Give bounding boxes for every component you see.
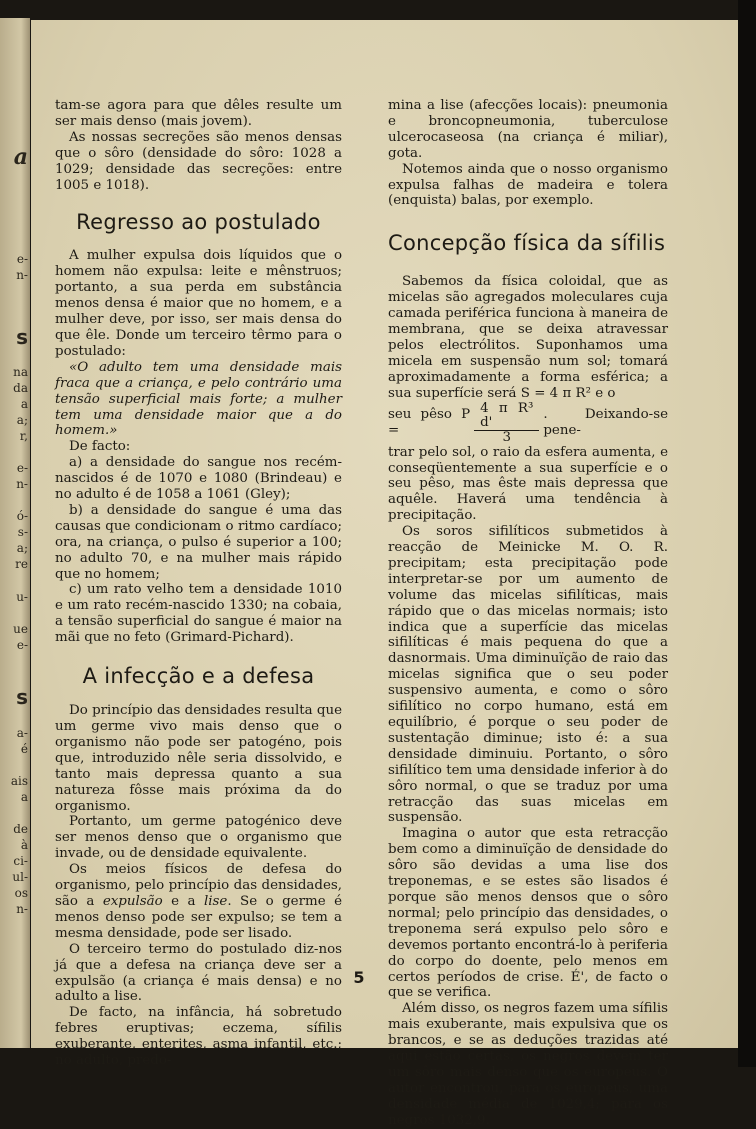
section-heading: Regresso ao postulado	[76, 210, 321, 235]
paragraph: Os soros sifilíticos submetidos à reacção de Meinicke M. O. R. precipitam; esta precipitação pode interpretar-se por um aumento de volume das micelas sifilíticas, mais rápido que o das micelas normais; isto indica que a superfície das micelas sifilíticas é mais pequena do que a dasnormais. Uma diminuïção de raio das micelas significa que o seu poder suspensivo aumenta, e como o sôro sifilítico no corpo humano, está em equilíbrio, é porque o seu poder de sustentação diminue; isto é: a sua densidade diminuiu. Portanto, o sôro sifilítico tem uma densidade inferior à do sôro normal, o que se traduz por uma retracção das suas micelas em suspensão.	[388, 524, 668, 826]
margin-fragment: ci-	[13, 854, 28, 868]
margin-fragment: a;	[16, 541, 28, 555]
paragraph: tam-se agora para que dêles resulte um ser mais denso (mais jovem).	[55, 98, 342, 129]
margin-fragment: da	[13, 381, 28, 395]
paragraph: Sabemos da física coloidal, que as micelas são agregados moleculares cuja camada periférica funciona à maneira de membrana, que se deixa atravessar pelos electrólitos. Suponhamos uma micela em suspensão num sol; tomará aproximadamente a forma esférica; a sua superfície será S = 4 π R² e o	[388, 274, 668, 401]
margin-fragment: re	[15, 557, 28, 571]
margin-fragment: ul-	[12, 870, 28, 884]
left-column	[55, 98, 342, 1069]
margin-fragment: s	[16, 325, 28, 349]
margin-fragment: e-	[16, 461, 28, 475]
paragraph: O terceiro termo do postulado diz-nos já que a defesa na criança deve ser a expulsão (a criança é mais densa) e no adulto a lise.	[55, 941, 342, 1005]
margin-fragment: a	[20, 397, 28, 411]
margin-fragment: a-	[16, 726, 28, 740]
scan-border	[738, 0, 756, 1067]
section-heading: Concepção física da sífilis	[388, 231, 666, 256]
paragraph: Portanto, um germe patogénico deve ser menos denso que o organismo que invade, ou de densidade equivalente.	[55, 814, 342, 862]
margin-fragment: n-	[16, 477, 28, 491]
margin-fragment: a	[13, 144, 28, 170]
paragraph: As nossas secreções são menos densas que o sôro (densidade do sôro: 1028 a 1029; densidade das secreções: entre 1005 e 1018).	[55, 129, 342, 193]
margin-fragment: u-	[16, 590, 28, 604]
paragraph: De facto, na infância, há sobretudo febres eruptivas; eczema, sífilis exuberante, enterites, asma infantil, etc.; no adulto, predo-	[55, 1005, 342, 1069]
margin-fragment: r,	[19, 429, 28, 443]
margin-fragment: os	[14, 886, 28, 900]
margin-fragment: e-	[16, 252, 28, 266]
margin-fragment: de	[13, 822, 28, 836]
margin-fragment: ais	[10, 774, 28, 788]
margin-fragment: à	[20, 838, 28, 852]
margin-fragment: é	[20, 742, 28, 756]
margin-fragment: n-	[16, 902, 28, 916]
margin-fragment: ue	[13, 622, 28, 636]
margin-fragment: a;	[16, 413, 28, 427]
list-item: c) um rato velho tem a densidade 1010 e um rato recém-nascido 1330; na cobaia, a tensão superficial do sangue é maior na mãi que no feto (Grimard-Pichard).	[55, 582, 342, 646]
paragraph: Os meios físicos de defesa do organismo, pelo princípio das densidades, são a expulsão e a lise. Se o germe é menos denso pode ser expulso; se tem a mesma densidade, pode ser lisado.	[55, 862, 342, 941]
formula-denominator: 3	[502, 429, 511, 445]
margin-fragment: s	[16, 685, 28, 709]
paragraph: mina a lise (afecções locais): pneumonia e broncopneumonia, tuberculose ulcerocaseosa (na criança é miliar), gota.	[388, 98, 668, 161]
previous-page-edge	[0, 18, 30, 1048]
section-heading: A infecção e a defesa	[82, 664, 315, 689]
postulate-quote: «O adulto tem uma densidade mais fraca que a criança, e pelo contrário uma tensão superficial mais forte; a mulher tem uma densidade maior que a do homem.»	[55, 359, 342, 439]
paragraph: Além disso, os negros fazem uma sífilis mais exuberante, mais expulsiva que os brancos, e se as deduções trazidas até aqui estão certas, os negros devem ter um sôro mais denso que os europeus. O autor encontrou, para os europeus, uma densidade média de 1029,4; para os negros 1032,9.	[388, 1001, 668, 1128]
paragraph: A mulher expulsa dois líquidos que o homem não expulsa: leite e mênstruos; portanto, a sua perda em substância menos densa é maior que no homem, e a mulher deve, por isso, ser mais densa do que êle. Donde um terceiro têrmo para o postulado:	[55, 248, 342, 359]
paragraph: De facto:	[69, 439, 131, 455]
paragraph: Do princípio das densidades resulta que um germe vivo mais denso que o organismo não pode ser patogéno, pois que, introduzido nêle seria dissolvido, e tanto mais depressa quanto a sua natureza fôsse mais próxima da do organismo.	[55, 703, 342, 814]
margin-fragment: e-	[16, 638, 28, 652]
paragraph: Notemos ainda que o nosso organismo expulsa falhas de madeira e tolera (enquista) balas, por exemplo.	[388, 161, 668, 209]
list-item: a) a densidade do sangue nos recém-nascidos é de 1070 e 1080 (Brindeau) e no adulto é de 1058 a 1061 (Gley);	[55, 455, 342, 503]
weight-formula: seu pêso P = $\frac{\text{4 π R³ d'}}{3}$ . Deixando-se pene-	[388, 400, 668, 445]
right-column	[388, 98, 668, 1129]
margin-fragment: na	[13, 365, 28, 379]
formula-numerator: 4 π R³ d'	[474, 402, 539, 431]
paragraph: Imagina o autor que esta retracção bem como a diminuïção de densidade do sôro são devidas a uma lise dos treponemas, e se estes são lisados é porque são menos densos que o sôro normal; pelo princípio das densidades, o treponema será expulso pelo sôro e devemos portanto encontrá-lo à periferia do corpo do doente, pelo menos em certos períodos de crise. É', de facto o que se verifica.	[388, 826, 668, 1001]
margin-fragment: n-	[16, 268, 28, 282]
margin-fragment: s-	[17, 525, 28, 539]
margin-fragment: ó-	[16, 509, 28, 523]
book-page	[31, 20, 738, 1128]
list-item: b) a densidade do sangue é uma das causas que condicionam o ritmo cardíaco; ora, na criança, o pulso é superior a 100; no adulto 70, e na mulher mais rápido que no homem;	[55, 502, 342, 582]
paragraph: trar pelo sol, o raio da esfera aumenta, e conseqüentemente a sua superfície e o seu pêso, mas êste mais depressa que aquêle. Haverá uma tendência à precipitação.	[388, 444, 668, 524]
page-number: 5	[353, 968, 365, 987]
margin-fragment: a	[20, 790, 28, 804]
